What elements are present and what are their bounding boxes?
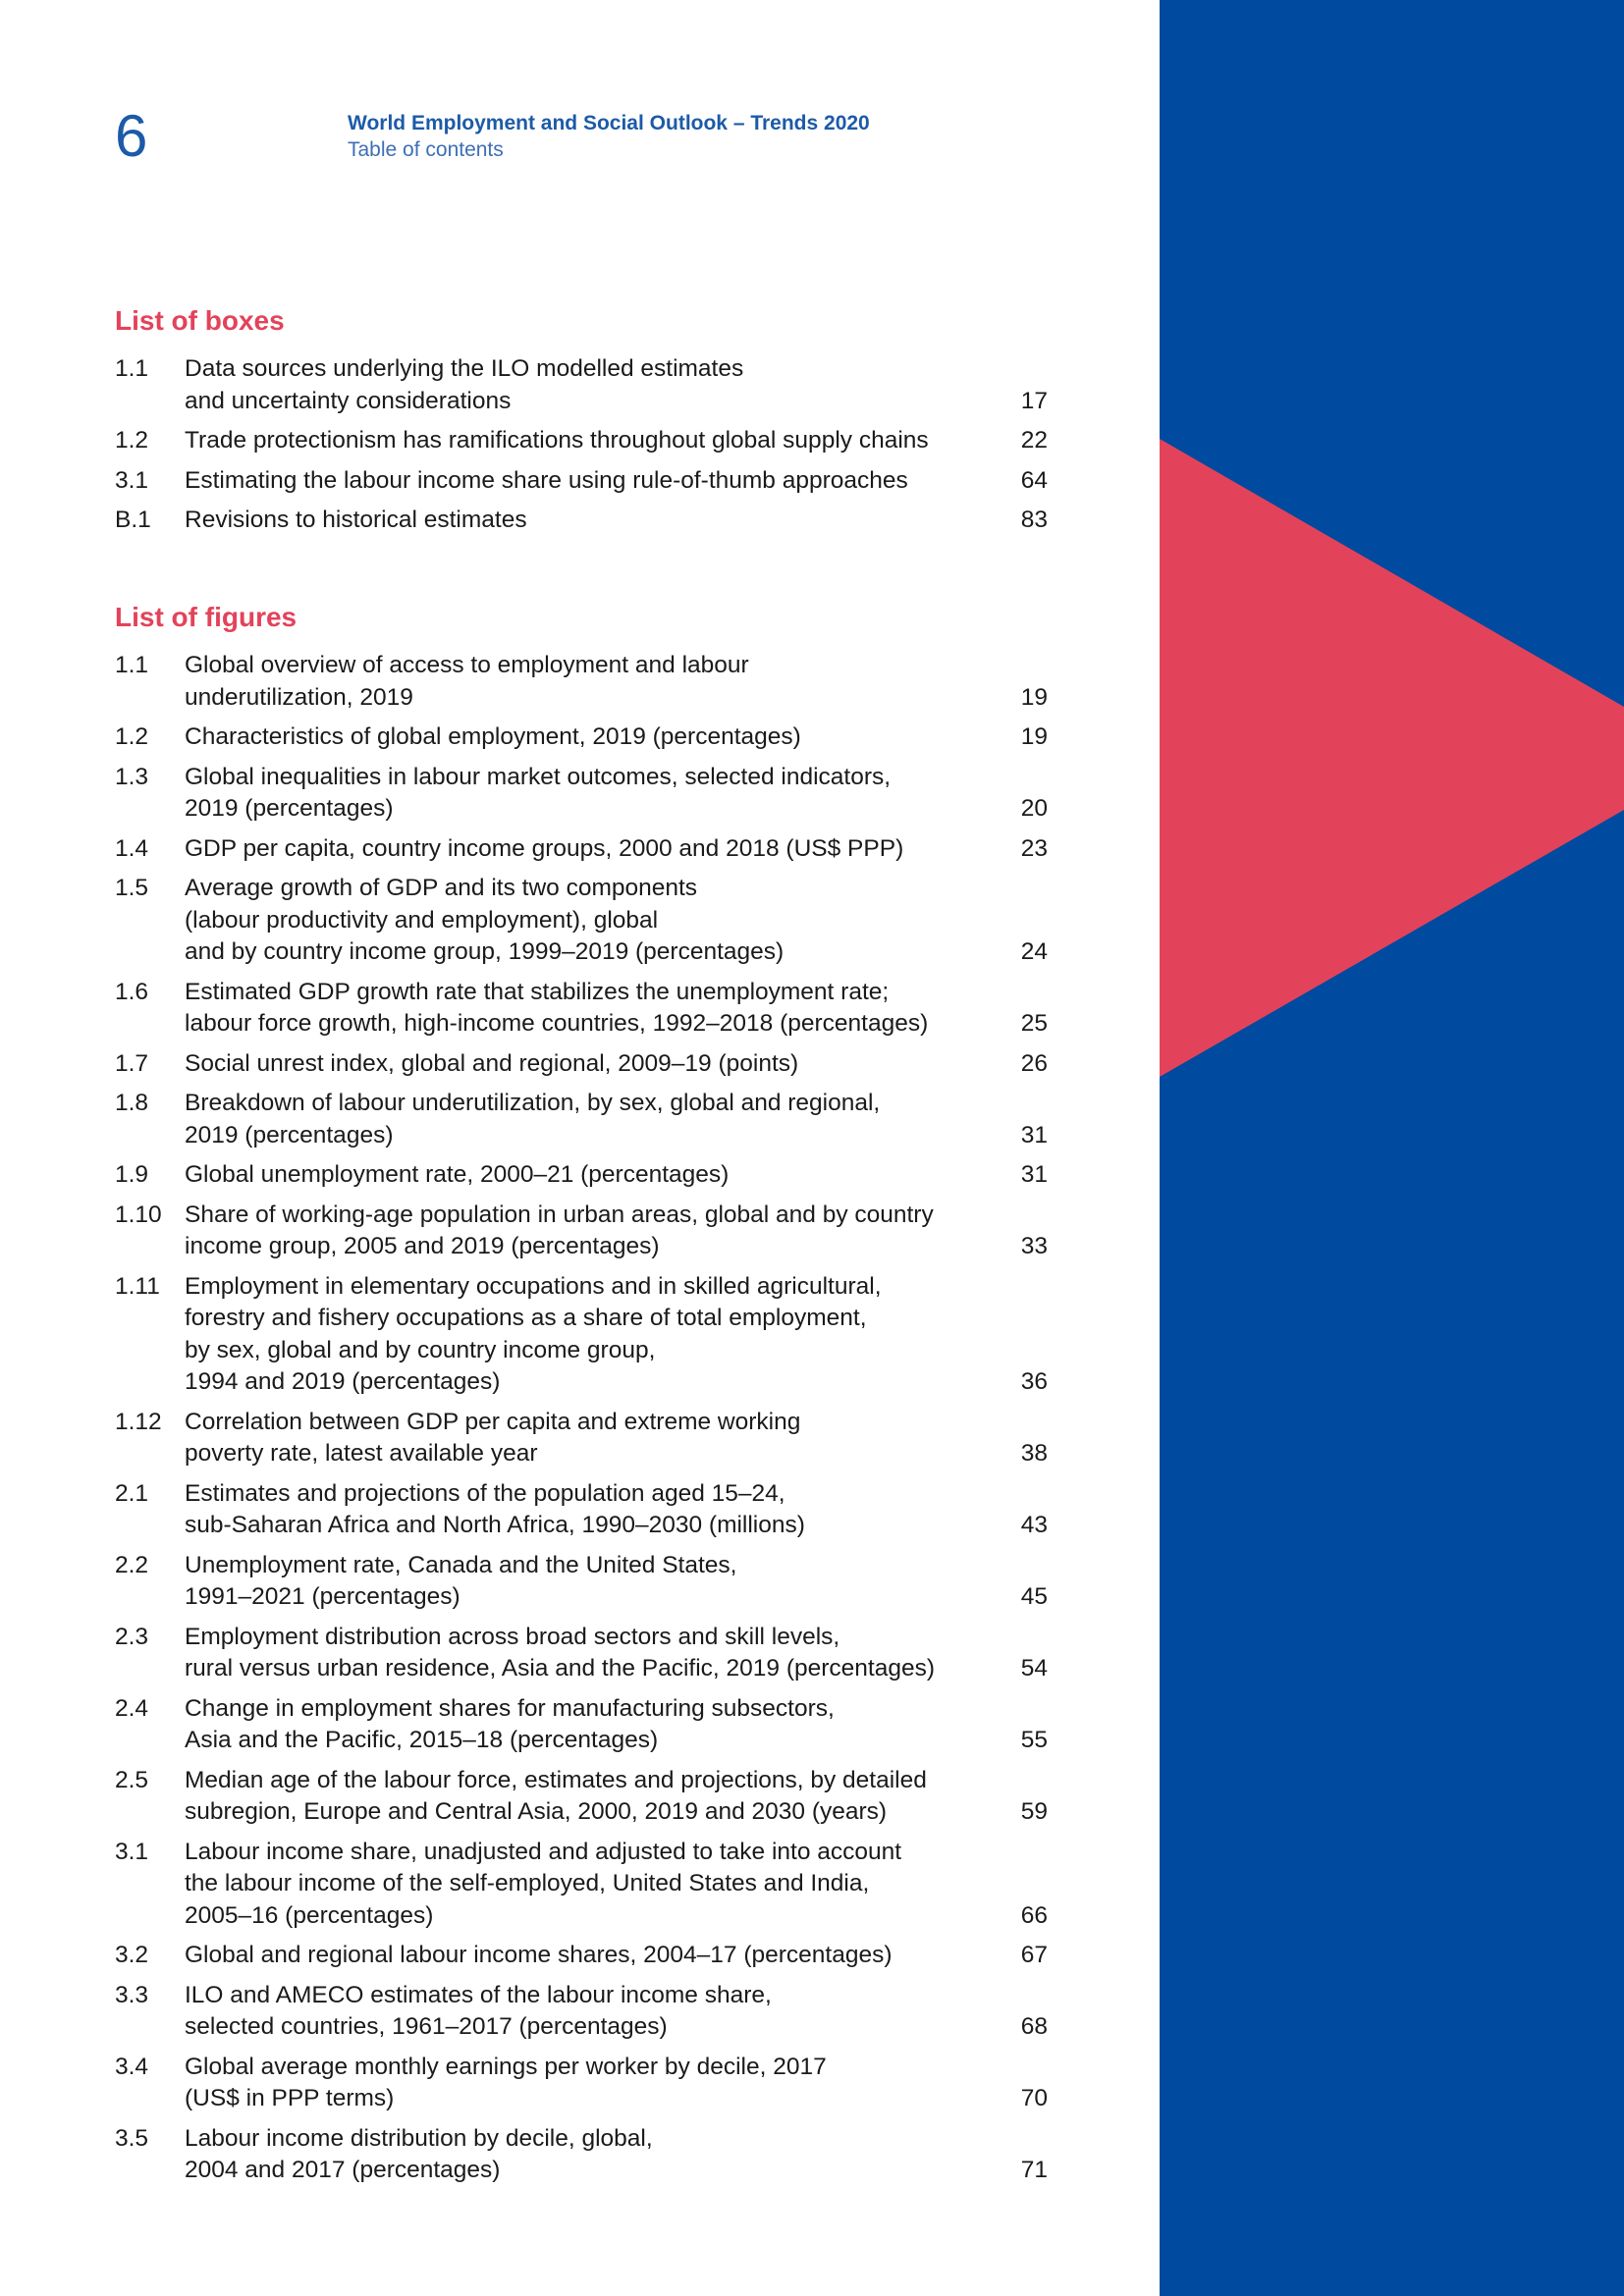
entry-page-number: 24 [1020,938,1048,965]
entry-title: Correlation between GDP per capita and extreme working poverty rate, latest available year [185,1408,801,1467]
toc-entry[interactable] [115,1837,1048,1933]
entry-page-number: 54 [1020,1655,1048,1682]
entry-title: Estimating the labour income share using rule-of-thumb approaches [185,466,908,494]
decorative-sidebar [1160,0,1624,2296]
entry-title: Share of working-age population in urban areas, global and by country income group, 2005 and 2019 (percentages) [185,1201,934,1259]
entry-title: Employment distribution across broad sectors and skill levels, rural versus urban residence, Asia and the Pacific, 2019 (percentages) [185,1623,936,1682]
toc-entry[interactable] [115,1200,1048,1263]
toc-entry[interactable] [115,505,1048,537]
entry-title: Global overview of access to employment and labour underutilization, 2019 [185,652,749,711]
entry-title: Global average monthly earnings per worker by decile, 2017 (US$ in PPP terms) [185,2053,827,2111]
figures-list [115,650,1048,2195]
entry-page-number: 31 [1020,1121,1048,1148]
entry-page-number: 66 [1020,1901,1048,1929]
entry-title: Breakdown of labour underutilization, by sex, global and regional, 2019 (percentages) [185,1090,881,1148]
toc-entry[interactable] [115,1550,1048,1614]
entry-number: 1.12 [115,1408,162,1435]
toc-entry[interactable] [115,425,1048,457]
entry-title: Characteristics of global employment, 2019 (percentages) [185,723,801,750]
entry-title: Global and regional labour income shares, 2004–17 (percentages) [185,1942,893,1968]
entry-number: 3.5 [115,2124,149,2152]
entry-title: Estimates and projections of the population aged 15–24, sub-Saharan Africa and North Africa, 1990–2030 (millions) [185,1479,805,1538]
entry-page-number: 64 [1020,466,1048,494]
entry-title: Global unemployment rate, 2000–21 (percentages) [185,1161,730,1188]
toc-entry[interactable] [115,1407,1048,1470]
toc-entry[interactable] [115,465,1048,498]
entry-page-number: 17 [1020,387,1048,414]
toc-entry[interactable] [115,1159,1048,1192]
entry-number: 3.1 [115,1838,149,1865]
entry-page-number: 25 [1020,1010,1048,1037]
toc-entry[interactable] [115,2052,1048,2115]
entry-number: 1.10 [115,1201,162,1228]
entry-number: 1.2 [115,427,149,454]
entry-page-number: 31 [1020,1161,1048,1188]
entry-page-number: 22 [1020,427,1048,454]
entry-number: 2.5 [115,1766,149,1793]
entry-page-number: 71 [1020,2157,1048,2183]
entry-title: Revisions to historical estimates [185,507,527,533]
toc-entry[interactable] [115,1478,1048,1542]
entry-number: 2.2 [115,1551,149,1578]
toc-entry[interactable] [115,650,1048,714]
boxes-heading: List of boxes [115,305,285,336]
entry-title: Estimated GDP growth rate that stabilizes the unemployment rate; labour force growth, high-income countries, 1992–2018 (percentages) [185,978,929,1037]
entry-title: Global inequalities in labour market outcomes, selected indicators, 2019 (percentages) [185,763,892,822]
running-subtitle: Table of contents [348,138,504,161]
entry-number: 1.7 [115,1049,149,1077]
entry-number: 1.1 [115,355,149,382]
entry-number: 2.4 [115,1694,149,1722]
entry-number: 1.1 [115,652,149,678]
toc-entry[interactable] [115,762,1048,826]
toc-entry[interactable] [115,1693,1048,1757]
entry-page-number: 83 [1020,507,1048,533]
running-title: World Employment and Social Outlook – Trends 2020 [348,112,870,134]
entry-title: GDP per capita, country income groups, 2000 and 2018 (US$ PPP) [185,834,904,862]
entry-number: 3.4 [115,2053,149,2080]
entry-title: Average growth of GDP and its two components (labour productivity and employment), global and by country income group, 1999–2019 (percentages) [185,875,785,965]
toc-entry[interactable] [115,833,1048,866]
toc-entry[interactable] [115,1940,1048,1972]
boxes-list [115,353,1048,545]
entry-number: 3.2 [115,1942,149,1968]
entry-page-number: 45 [1020,1583,1048,1610]
entry-page-number: 59 [1020,1798,1048,1825]
entry-number: B.1 [115,507,151,533]
entry-title: Employment in elementary occupations and in skilled agricultural, forestry and fishery occupations as a share of total employment, by sex, global and by country income group, 1994 and 2019 (percentages) [185,1272,882,1395]
toc-entry[interactable] [115,977,1048,1041]
toc-entry[interactable] [115,1048,1048,1081]
entry-number: 1.11 [115,1272,160,1300]
entry-page-number: 43 [1020,1512,1048,1538]
entry-title: Change in employment shares for manufacturing subsectors, Asia and the Pacific, 2015–18 (percentages) [185,1694,835,1753]
entry-page-number: 38 [1020,1440,1048,1467]
entry-page-number: 68 [1020,2013,1048,2040]
toc-entry[interactable] [115,1980,1048,2044]
red-triangle-shape [1160,439,1624,1077]
entry-page-number: 23 [1020,834,1048,862]
entry-number: 3.3 [115,1981,149,2008]
entry-title: Trade protectionism has ramifications throughout global supply chains [185,427,929,454]
entry-page-number: 26 [1020,1049,1048,1077]
entry-number: 1.6 [115,978,149,1005]
triangle-graphic [1160,0,1624,2296]
entry-page-number: 67 [1020,1942,1048,1968]
toc-entry[interactable] [115,721,1048,754]
entry-number: 1.8 [115,1090,149,1116]
toc-entry[interactable] [115,1622,1048,1685]
toc-entry[interactable] [115,1088,1048,1151]
entry-page-number: 20 [1020,795,1048,822]
entry-number: 1.2 [115,723,149,750]
entry-number: 1.4 [115,834,149,862]
figures-heading: List of figures [115,602,298,632]
toc-entry[interactable] [115,2123,1048,2187]
toc-entry[interactable] [115,1765,1048,1829]
entry-title: Median age of the labour force, estimates and projections, by detailed subregion, Europe and Central Asia, 2000, 2019 and 2030 (years) [185,1766,927,1825]
entry-page-number: 19 [1020,683,1048,711]
entry-title: Labour income distribution by decile, global, 2004 and 2017 (percentages) [185,2124,653,2183]
entry-page-number: 19 [1020,723,1048,750]
entry-number: 3.1 [115,466,149,494]
toc-entry[interactable] [115,353,1048,417]
entry-page-number: 36 [1020,1368,1048,1395]
entry-page-number: 55 [1020,1727,1048,1753]
entry-page-number: 33 [1020,1233,1048,1259]
entry-title: Data sources underlying the ILO modelled estimates and uncertainty considerations [185,355,744,414]
entry-number: 1.3 [115,763,149,790]
page-number: 6 [115,103,148,169]
entry-number: 2.1 [115,1479,149,1507]
entry-number: 1.5 [115,875,149,901]
entry-page-number: 70 [1020,2085,1048,2111]
entry-title: ILO and AMECO estimates of the labour income share, selected countries, 1961–2017 (percentages) [185,1981,772,2040]
entry-number: 2.3 [115,1623,149,1650]
toc-entry[interactable] [115,873,1048,969]
toc-entry[interactable] [115,1271,1048,1399]
entry-title: Unemployment rate, Canada and the United States, 1991–2021 (percentages) [185,1551,737,1610]
entry-title: Social unrest index, global and regional, 2009–19 (points) [185,1049,799,1077]
entry-number: 1.9 [115,1161,149,1188]
entry-title: Labour income share, unadjusted and adjusted to take into account the labour income of the self-employed, United States and India, 2005–16 (percentages) [185,1838,902,1929]
